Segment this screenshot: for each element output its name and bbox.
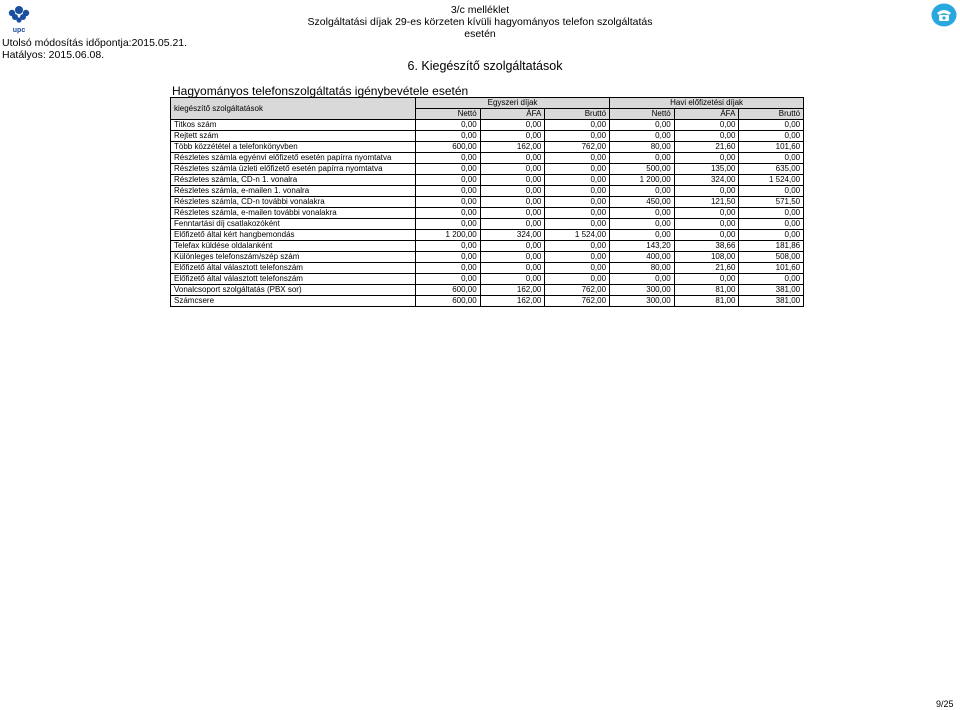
fee-value: 600,00 — [416, 296, 481, 307]
column-header: Bruttó — [545, 109, 610, 120]
fee-value: 0,00 — [674, 219, 739, 230]
fee-value: 0,00 — [416, 175, 481, 186]
fee-value: 0,00 — [480, 219, 545, 230]
table-row — [171, 153, 804, 164]
document-header — [300, 4, 660, 40]
fee-value: 0,00 — [674, 208, 739, 219]
service-name: Több közzététel a telefonkönyvben — [171, 142, 416, 153]
fee-value: 0,00 — [739, 230, 804, 241]
column-header: Bruttó — [739, 109, 804, 120]
table-row — [171, 175, 804, 186]
service-name: Számcsere — [171, 296, 416, 307]
fee-value: 635,00 — [739, 164, 804, 175]
fee-value: 162,00 — [480, 296, 545, 307]
fee-value: 0,00 — [545, 164, 610, 175]
page-number: 9/25 — [936, 699, 954, 709]
fee-value: 0,00 — [739, 208, 804, 219]
table-row — [171, 131, 804, 142]
table-row — [171, 241, 804, 252]
fee-value: 500,00 — [610, 164, 675, 175]
fee-value: 0,00 — [610, 120, 675, 131]
last-modified: Utolsó módosítás időpontja:2015.05.21. — [2, 37, 188, 49]
fee-value: 0,00 — [674, 186, 739, 197]
fee-value: 0,00 — [416, 120, 481, 131]
fee-value: 0,00 — [545, 186, 610, 197]
fee-value: 0,00 — [674, 131, 739, 142]
fee-value: 0,00 — [739, 274, 804, 285]
fee-value: 0,00 — [480, 120, 545, 131]
fee-value: 324,00 — [480, 230, 545, 241]
table-row — [171, 252, 804, 263]
table-row — [171, 208, 804, 219]
fee-value: 181,86 — [739, 241, 804, 252]
document-subtitle: Szolgáltatási díjak 29-es körzeten kívüli hagyományos telefon szolgáltatás esetén — [307, 16, 653, 40]
fee-value: 0,00 — [610, 153, 675, 164]
service-name: Titkos szám — [171, 120, 416, 131]
table-row — [171, 120, 804, 131]
fee-value: 101,60 — [739, 263, 804, 274]
table-row — [171, 230, 804, 241]
fee-value: 143,20 — [610, 241, 675, 252]
fee-value: 0,00 — [480, 241, 545, 252]
fee-value: 508,00 — [739, 252, 804, 263]
fee-value: 0,00 — [416, 131, 481, 142]
fee-value: 450,00 — [610, 197, 675, 208]
fee-value: 0,00 — [610, 219, 675, 230]
table-row — [171, 197, 804, 208]
table-row — [171, 219, 804, 230]
fee-value: 135,00 — [674, 164, 739, 175]
effective-date: Hatályos: 2015.06.08. — [2, 49, 105, 61]
fee-value: 162,00 — [480, 142, 545, 153]
service-name: Előfizető által választott telefonszám — [171, 274, 416, 285]
fee-value: 0,00 — [545, 197, 610, 208]
fee-value: 80,00 — [610, 263, 675, 274]
fee-value: 0,00 — [545, 153, 610, 164]
fee-value: 300,00 — [610, 285, 675, 296]
fee-value: 0,00 — [416, 241, 481, 252]
service-name: Részletes számla, CD-n 1. vonalra — [171, 175, 416, 186]
section-title: 6. Kiegészítő szolgáltatások — [407, 59, 563, 73]
table-row — [171, 296, 804, 307]
fee-value: 0,00 — [480, 252, 545, 263]
fee-value: 0,00 — [610, 131, 675, 142]
group-header-monthly: Havi előfizetési díjak — [610, 98, 804, 109]
table-body — [171, 120, 804, 307]
service-name: Különleges telefonszám/szép szám — [171, 252, 416, 263]
service-name: Részletes számla, CD-n további vonalakra — [171, 197, 416, 208]
fee-value: 0,00 — [610, 186, 675, 197]
fee-value: 81,00 — [674, 296, 739, 307]
table-row — [171, 186, 804, 197]
group-header-one-time: Egyszeri díjak — [416, 98, 610, 109]
fee-value: 0,00 — [545, 208, 610, 219]
fee-value: 0,00 — [480, 153, 545, 164]
fee-value: 762,00 — [545, 296, 610, 307]
column-header: Nettó — [416, 109, 481, 120]
fee-value: 381,00 — [739, 296, 804, 307]
fee-value: 0,00 — [674, 230, 739, 241]
fee-value: 0,00 — [545, 263, 610, 274]
fee-value: 121,50 — [674, 197, 739, 208]
fee-value: 0,00 — [416, 208, 481, 219]
fee-value: 21,60 — [674, 142, 739, 153]
fee-value: 0,00 — [416, 164, 481, 175]
fee-value: 0,00 — [739, 131, 804, 142]
table-row — [171, 285, 804, 296]
table-row — [171, 142, 804, 153]
fee-value: 0,00 — [480, 274, 545, 285]
table-title: Hagyományos telefonszolgáltatás igénybevétele esetén — [172, 84, 469, 98]
fee-value: 0,00 — [674, 274, 739, 285]
service-name: Részletes számla, e-mailen 1. vonalra — [171, 186, 416, 197]
service-name: Előfizető által kért hangbemondás — [171, 230, 416, 241]
fee-value: 0,00 — [739, 186, 804, 197]
logo-text: upc — [12, 27, 26, 34]
fee-value: 0,00 — [416, 274, 481, 285]
fee-value: 0,00 — [739, 120, 804, 131]
fee-value: 0,00 — [480, 186, 545, 197]
service-name: Részletes számla, e-mailen további vonalakra — [171, 208, 416, 219]
row-header: kiegészítő szolgáltatások — [171, 98, 416, 120]
fee-value: 0,00 — [416, 153, 481, 164]
fee-value: 0,00 — [545, 274, 610, 285]
upc-logo — [2, 2, 36, 34]
fee-value: 1 524,00 — [545, 230, 610, 241]
fee-value: 600,00 — [416, 142, 481, 153]
fee-value: 324,00 — [674, 175, 739, 186]
fee-value: 0,00 — [674, 153, 739, 164]
table-row — [171, 274, 804, 285]
fee-value: 400,00 — [610, 252, 675, 263]
fee-value: 0,00 — [480, 197, 545, 208]
fee-value: 0,00 — [545, 252, 610, 263]
fee-value: 0,00 — [480, 164, 545, 175]
column-header: ÁFA — [480, 109, 545, 120]
fee-value: 108,00 — [674, 252, 739, 263]
fee-value: 1 200,00 — [610, 175, 675, 186]
fee-value: 0,00 — [480, 208, 545, 219]
table-row — [171, 263, 804, 274]
document-meta — [2, 37, 187, 61]
column-header: Nettó — [610, 109, 675, 120]
fee-value: 0,00 — [739, 153, 804, 164]
fee-value: 80,00 — [610, 142, 675, 153]
table-row — [171, 164, 804, 175]
fee-value: 38,66 — [674, 241, 739, 252]
fee-value: 0,00 — [545, 241, 610, 252]
fee-value: 0,00 — [545, 120, 610, 131]
attachment-label: 3/c melléklet — [450, 4, 510, 16]
fee-value: 0,00 — [610, 230, 675, 241]
service-name: Rejtett szám — [171, 131, 416, 142]
fee-value: 81,00 — [674, 285, 739, 296]
fee-value: 0,00 — [416, 186, 481, 197]
fee-value: 0,00 — [480, 263, 545, 274]
fee-value: 381,00 — [739, 285, 804, 296]
fee-value: 0,00 — [610, 274, 675, 285]
fee-value: 571,50 — [739, 197, 804, 208]
column-header: ÁFA — [674, 109, 739, 120]
service-name: Vonalcsoport szolgáltatás (PBX sor) — [171, 285, 416, 296]
fee-table — [170, 97, 804, 307]
fee-value: 0,00 — [674, 120, 739, 131]
fee-value: 0,00 — [610, 208, 675, 219]
fee-value: 0,00 — [545, 219, 610, 230]
fee-value: 0,00 — [545, 131, 610, 142]
fee-value: 0,00 — [416, 263, 481, 274]
service-name: Fenntartási díj csatlakozóként — [171, 219, 416, 230]
fee-value: 1 200,00 — [416, 230, 481, 241]
service-name: Részletes számla üzleti előfizető esetén papírra nyomtatva — [171, 164, 416, 175]
fee-value: 1 524,00 — [739, 175, 804, 186]
fee-value: 762,00 — [545, 285, 610, 296]
service-name: Telefax küldése oldalanként — [171, 241, 416, 252]
fee-value: 0,00 — [545, 175, 610, 186]
fee-value: 162,00 — [480, 285, 545, 296]
fee-value: 0,00 — [416, 252, 481, 263]
fee-value: 21,60 — [674, 263, 739, 274]
service-name: Előfizető által választott telefonszám — [171, 263, 416, 274]
fee-value: 600,00 — [416, 285, 481, 296]
fee-value: 0,00 — [416, 219, 481, 230]
fee-value: 0,00 — [739, 219, 804, 230]
fee-value: 0,00 — [480, 175, 545, 186]
fee-value: 0,00 — [480, 131, 545, 142]
fee-value: 101,60 — [739, 142, 804, 153]
fee-value: 762,00 — [545, 142, 610, 153]
fee-value: 0,00 — [416, 197, 481, 208]
service-name: Részletes számla egyénvi előfizető esetén papírra nyomtatva — [171, 153, 416, 164]
fee-value: 300,00 — [610, 296, 675, 307]
phone-icon — [931, 3, 957, 27]
